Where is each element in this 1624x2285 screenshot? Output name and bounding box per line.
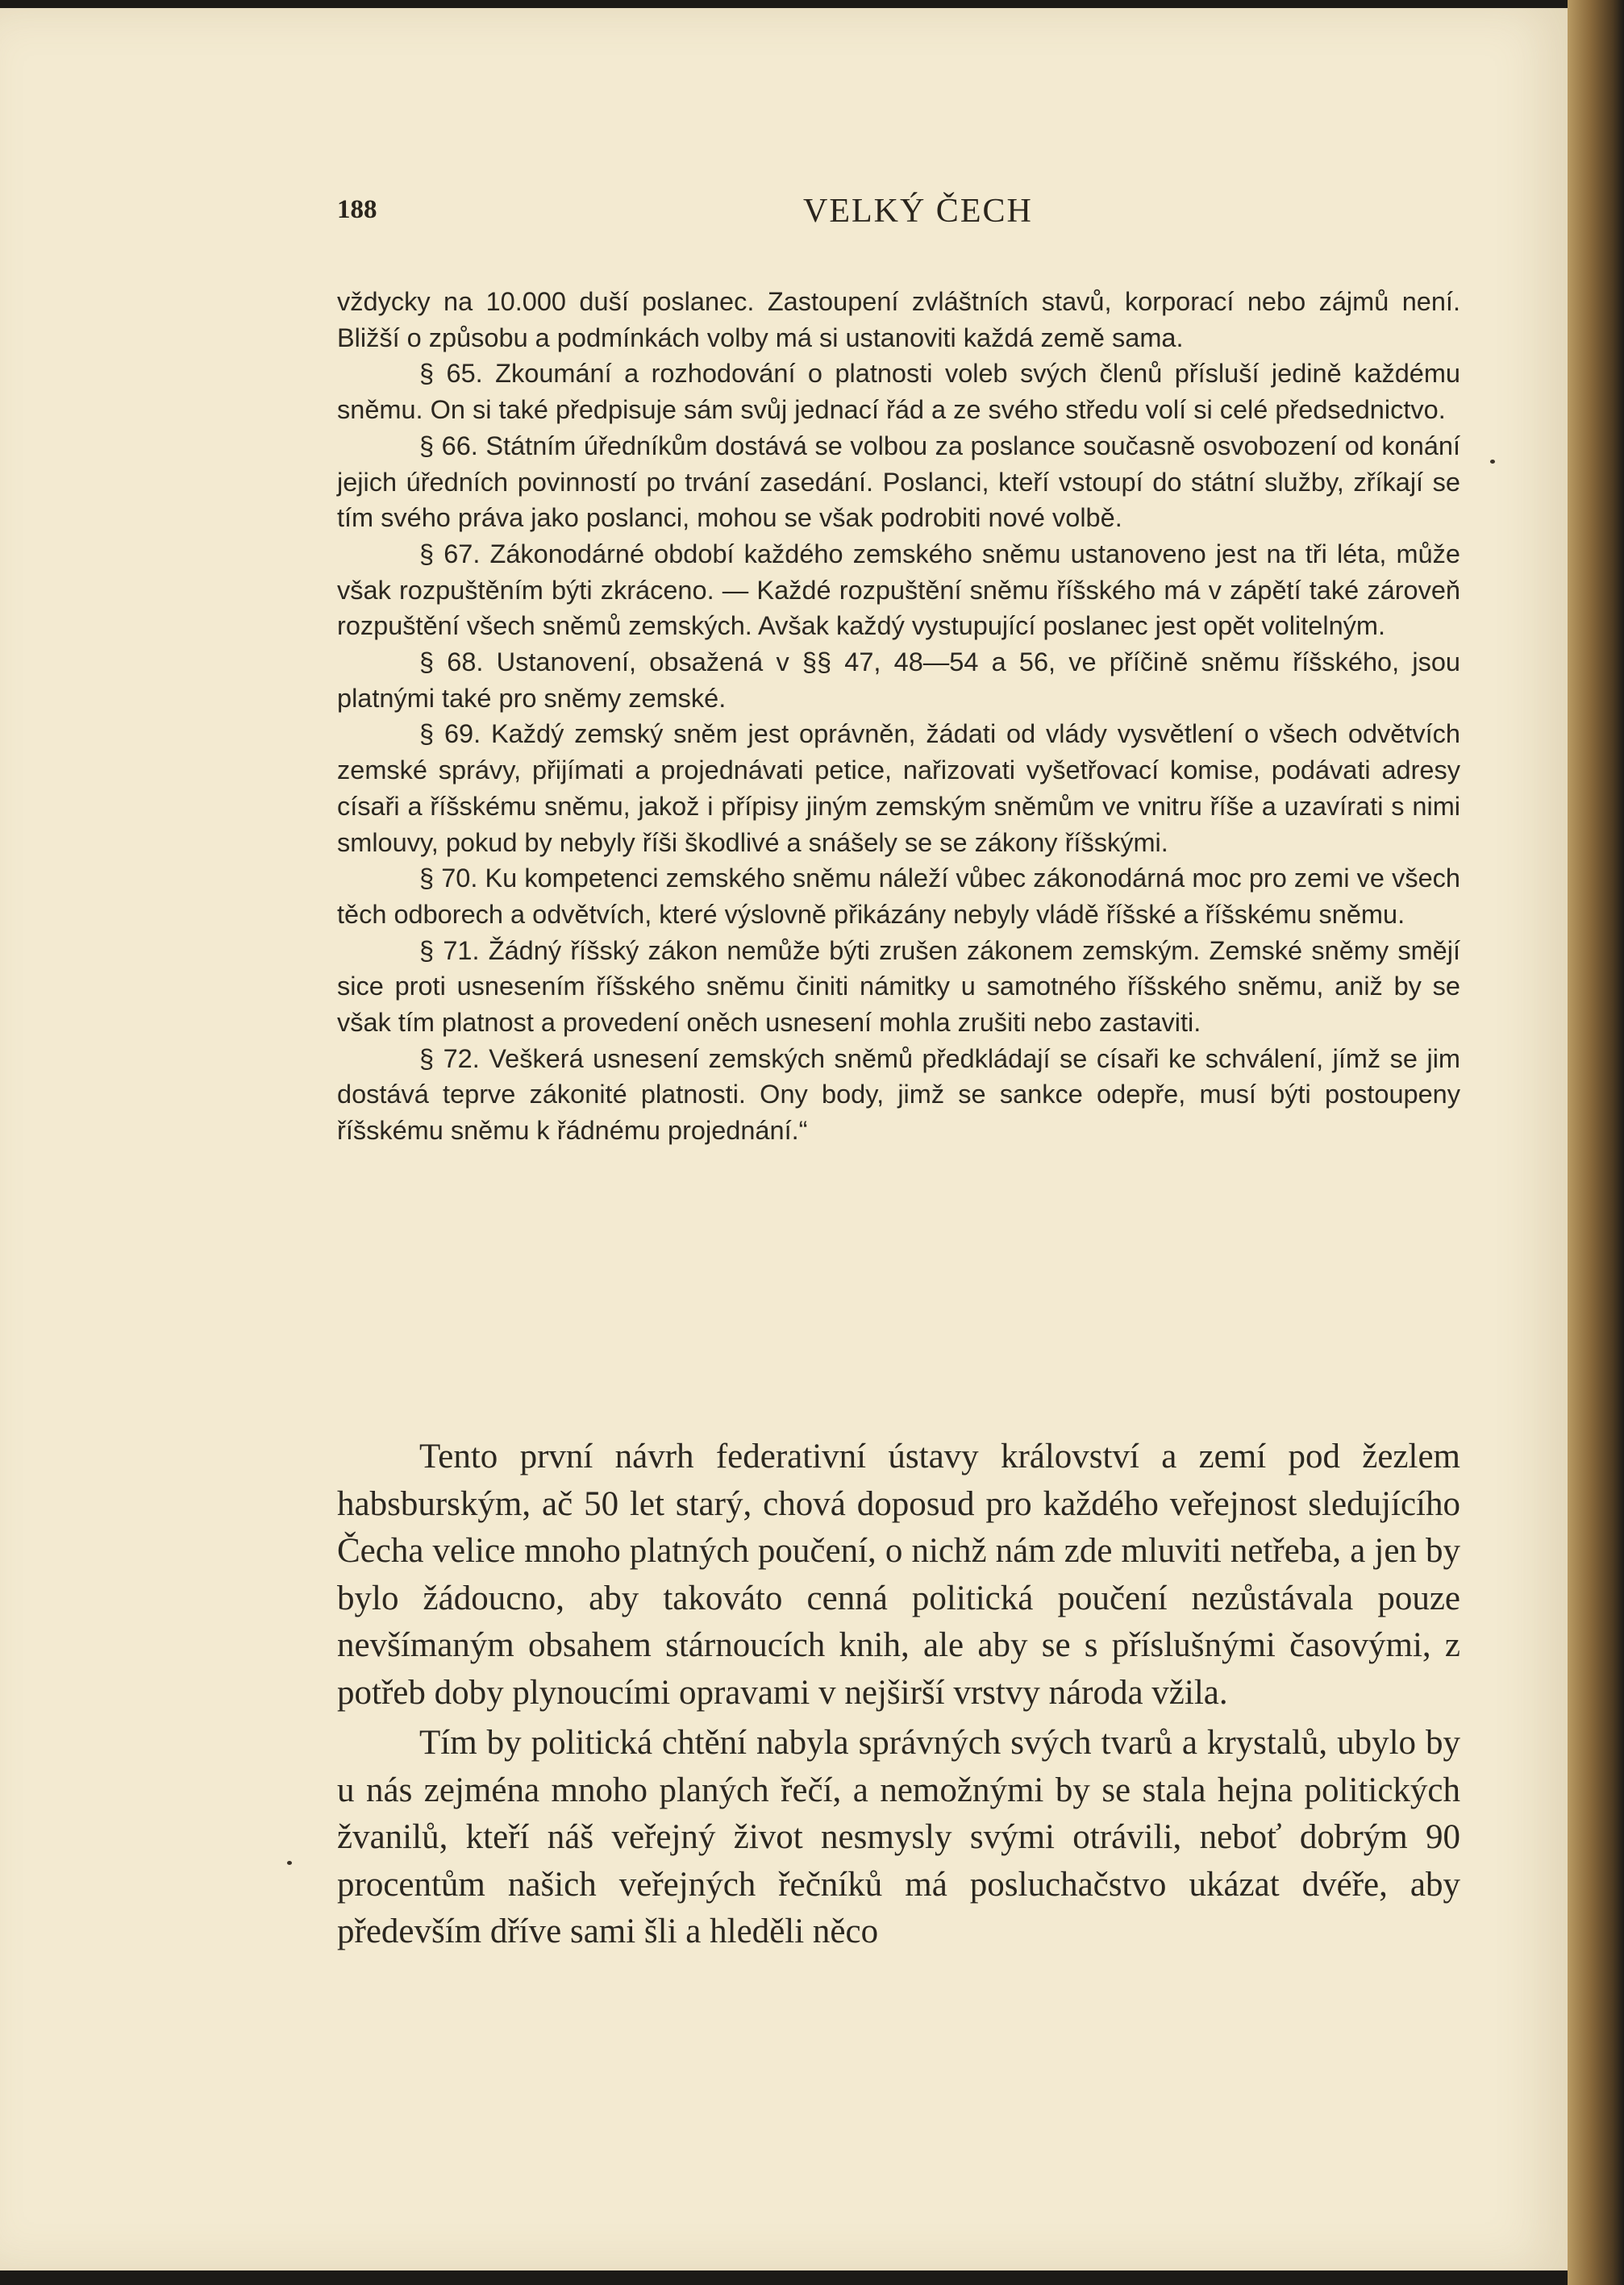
book-page bbox=[0, 8, 1568, 2270]
law-paragraph-67: § 67. Zákonodárné období každého zemského sněmu ustanoveno jest na tři léta, může však rozpuštěním býti zkráceno. — Každé rozpuštění sněmu říšského má v zápětí také zároveň rozpuštění všech sněmů zemských. Avšak každý vystupující poslanec jest opět volitelným. bbox=[337, 539, 1460, 641]
law-paragraph-72: § 72. Veškerá usnesení zemských sněmů předkládají se císaři ke schválení, jímž se jim dostává teprve zákonité platnosti. Ony body, jimž se sankce odepře, musí býti postoupeny říšskému sněmu k řádnému projednání.“ bbox=[337, 1043, 1460, 1146]
law-paragraph-66: § 66. Státním úředníkům dostává se volbou za poslance současně osvobození od konání jejich úředních povinností po trvání zasedání. Poslanci, kteří vstoupí do státní služby, zříkají se tím svého práva jako poslanci, mohou se však podrobiti nové volbě. bbox=[337, 431, 1460, 533]
law-paragraph-69: § 69. Každý zemský sněm jest oprávněn, žádati od vlády vysvětlení o všech odvětvích zemské správy, přijímati a projednávati petice, nařizovati vyšetřovací komise, podávati adresy císaři a říšskému sněmu, jakož i přípisy jiným zemským sněmům ve vnitru říše a uzavírati s nimi smlouvy, pokud by nebyly říši škodlivé a snášely se se zákony říšskými. bbox=[337, 719, 1460, 857]
page-header bbox=[0, 185, 1568, 234]
commentary-block bbox=[337, 1434, 1460, 1956]
law-paragraph: vždycky na 10.000 duší poslanec. Zastoupení zvláštních stavů, korporací nebo zájmů není. Bližší o způsobu a podmínkách volby má si ustanoviti každá země sama. bbox=[337, 287, 1460, 352]
law-text-block bbox=[337, 284, 1460, 1149]
paper-speck bbox=[287, 1861, 292, 1865]
law-paragraph-68: § 68. Ustanovení, obsažená v §§ 47, 48—54 a 56, ve příčině sněmu říšského, jsou platnými také pro sněmy zemské. bbox=[337, 647, 1460, 713]
page-number: 188 bbox=[337, 195, 377, 224]
running-title: VELKÝ ČECH bbox=[803, 193, 1033, 230]
commentary-paragraph-2: Tím by politická chtění nabyla správných svých tvarů a krystalů, ubylo by u nás zejména mnoho planých řečí, a nemožnými by se stala hejna politických žvanilů, kteří náš veřejný život nesmysly svými otrávili, neboť dobrým 90 procentům našich veřejných řečníků má posluchačstvo ukázat dvéře, aby především dříve sami šli a hleděli něco bbox=[337, 1724, 1460, 1950]
law-paragraph-65: § 65. Zkoumání a rozhodování o platnosti voleb svých členů přísluší jedině každému sněmu. On si také předpisuje sám svůj jednací řád a ze svého středu volí si celé předsednictvo. bbox=[337, 359, 1460, 425]
law-paragraph-71: § 71. Žádný říšský zákon nemůže býti zrušen zákonem zemským. Zemské sněmy smějí sice proti usnesením říšského sněmu činiti námitky u samotného říšského sněmu, aniž by se však tím platnost a provedení oněch usnesení mohla zrušiti nebo zastaviti. bbox=[337, 935, 1460, 1038]
book-spine-edge bbox=[1568, 0, 1624, 2285]
paper-speck bbox=[1490, 460, 1495, 464]
commentary-paragraph-1: Tento první návrh federativní ústavy království a zemí pod žezlem habsburským, ač 50 let starý, chová doposud pro každého veřejnost sledujícího Čecha velice mnoho platných poučení, o nichž nám zde mluviti netřeba, a jen by bylo žádoucno, aby takováto cenná politická poučení nezůstávala pouze nevšímaným obsahem stárnoucích knih, ale aby se s příslušnými časovými, z potřeb doby plynoucími opravami v nejširší vrstvy národa vžila. bbox=[337, 1438, 1460, 1712]
law-paragraph-70: § 70. Ku kompetenci zemského sněmu náleží vůbec zákonodárná moc pro zemi ve všech těch odborech a odvětvích, které výslovně přikázány nebyly vládě říšské a říšskému sněmu. bbox=[337, 864, 1460, 929]
